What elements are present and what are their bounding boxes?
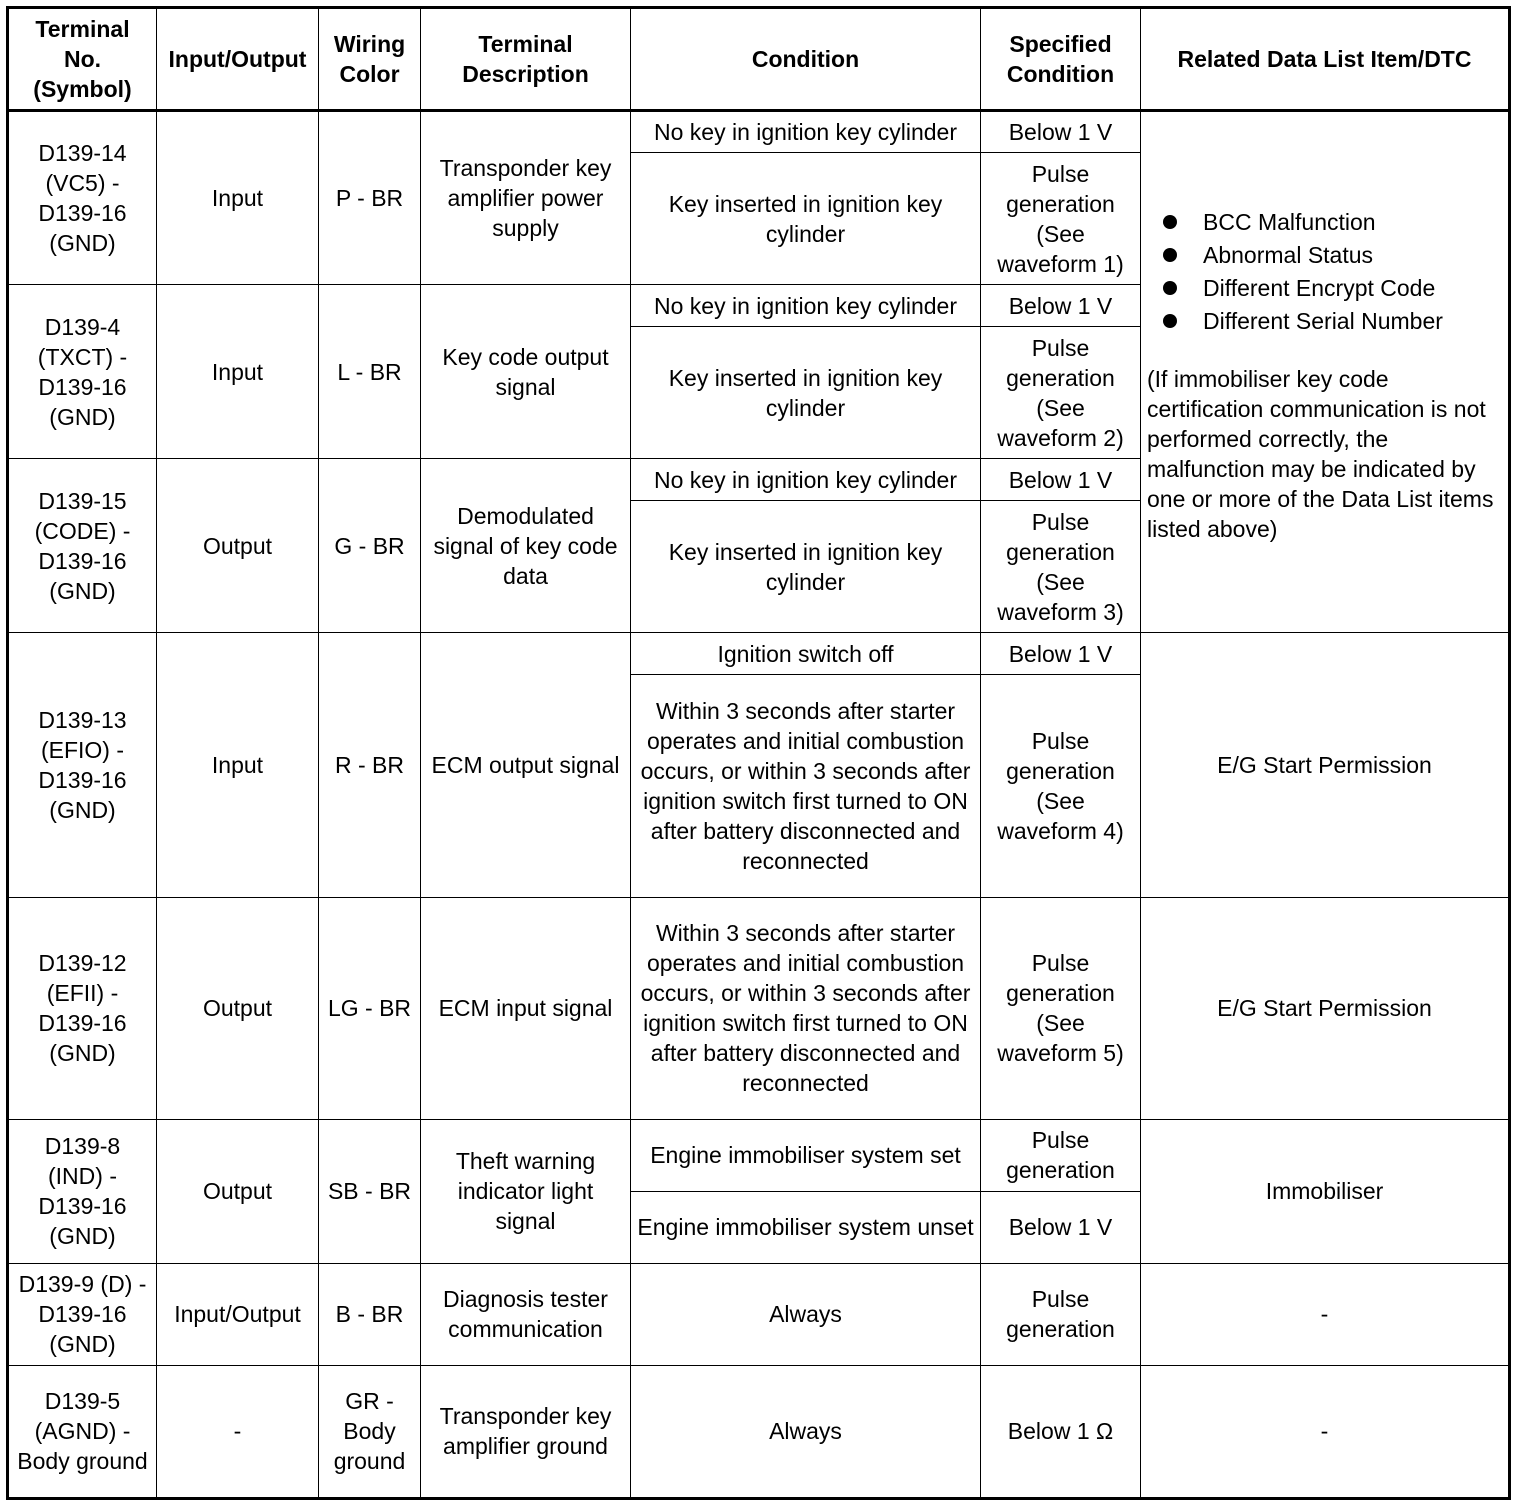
spec-cell: Pulse generation (See waveform 1): [981, 153, 1141, 285]
spec-cell: Pulse generation (See waveform 5): [981, 897, 1141, 1119]
spec-cell: Below 1 V: [981, 459, 1141, 501]
wiring-cell: GR - Body ground: [319, 1365, 421, 1498]
terminal-cell: D139-8 (IND) - D139-16 (GND): [8, 1119, 157, 1263]
header-specified-condition: Specified Condition: [981, 8, 1141, 111]
spec-cell: Pulse generation (See waveform 4): [981, 675, 1141, 897]
shared-related-cell: [1141, 111, 1510, 633]
list-item: BCC Malfunction: [1163, 206, 1502, 239]
description-cell: ECM output signal: [421, 633, 631, 897]
related-cell: E/G Start Permission: [1141, 633, 1510, 897]
condition-cell: No key in ignition key cylinder: [631, 459, 981, 501]
wiring-cell: P - BR: [319, 111, 421, 285]
related-cell: -: [1141, 1365, 1510, 1498]
wiring-cell: G - BR: [319, 459, 421, 633]
table-row: [8, 1119, 1510, 1191]
table-row: [8, 897, 1510, 1119]
table-row: [8, 1365, 1510, 1498]
terminal-cell: D139-12 (EFII) - D139-16 (GND): [8, 897, 157, 1119]
io-cell: Input/Output: [157, 1263, 319, 1365]
header-wiring-color: Wiring Color: [319, 8, 421, 111]
header-row: [8, 8, 1510, 111]
condition-cell: Key inserted in ignition key cylinder: [631, 327, 981, 459]
wiring-cell: R - BR: [319, 633, 421, 897]
description-cell: Theft warning indicator light signal: [421, 1119, 631, 1263]
io-cell: Input: [157, 111, 319, 285]
list-item: Abnormal Status: [1163, 239, 1502, 272]
spec-cell: Pulse generation: [981, 1263, 1141, 1365]
condition-cell: Always: [631, 1365, 981, 1498]
related-bullet-list: [1147, 206, 1502, 338]
list-item: Different Serial Number: [1163, 305, 1502, 338]
condition-cell: Ignition switch off: [631, 633, 981, 675]
io-cell: Output: [157, 897, 319, 1119]
terminal-cell: D139-13 (EFIO) - D139-16 (GND): [8, 633, 157, 897]
description-cell: Transponder key amplifier ground: [421, 1365, 631, 1498]
spec-cell: Below 1 V: [981, 1191, 1141, 1263]
condition-cell: No key in ignition key cylinder: [631, 285, 981, 327]
description-cell: Transponder key amplifier power supply: [421, 111, 631, 285]
wiring-cell: L - BR: [319, 285, 421, 459]
header-terminal-description: Terminal Description: [421, 8, 631, 111]
condition-cell: Within 3 seconds after starter operates and initial combustion occurs, or within 3 seconds after ignition switch first turned to ON after battery disconnected and reconnected: [631, 897, 981, 1119]
spec-cell: Below 1 V: [981, 285, 1141, 327]
io-cell: -: [157, 1365, 319, 1498]
io-cell: Output: [157, 459, 319, 633]
related-cell: E/G Start Permission: [1141, 897, 1510, 1119]
spec-cell: Pulse generation: [981, 1119, 1141, 1191]
condition-cell: Engine immobiliser system set: [631, 1119, 981, 1191]
table-row: [8, 111, 1510, 153]
condition-cell: Within 3 seconds after starter operates and initial combustion occurs, or within 3 seconds after ignition switch first turned to ON after battery disconnected and reconnected: [631, 675, 981, 897]
description-cell: Demodulated signal of key code data: [421, 459, 631, 633]
condition-cell: Key inserted in ignition key cylinder: [631, 501, 981, 633]
table-row: [8, 1263, 1510, 1365]
related-cell: Immobiliser: [1141, 1119, 1510, 1263]
spec-cell: Below 1 V: [981, 633, 1141, 675]
related-note: (If immobiliser key code certification communication is not performed correctly, the malfunction may be indicated by one or more of the Data List items listed above): [1147, 366, 1494, 543]
wiring-cell: B - BR: [319, 1263, 421, 1365]
description-cell: Diagnosis tester communication: [421, 1263, 631, 1365]
terminal-cell: D139-9 (D) - D139-16 (GND): [8, 1263, 157, 1365]
io-cell: Output: [157, 1119, 319, 1263]
spec-cell: Below 1 V: [981, 111, 1141, 153]
spec-cell: Pulse generation (See waveform 2): [981, 327, 1141, 459]
table-row: [8, 633, 1510, 675]
terminal-cell: D139-14 (VC5) - D139-16 (GND): [8, 111, 157, 285]
description-cell: ECM input signal: [421, 897, 631, 1119]
io-cell: Input: [157, 633, 319, 897]
condition-cell: Key inserted in ignition key cylinder: [631, 153, 981, 285]
header-related-data: Related Data List Item/DTC: [1141, 8, 1510, 111]
terminal-cell: D139-15 (CODE) - D139-16 (GND): [8, 459, 157, 633]
list-item: Different Encrypt Code: [1163, 272, 1502, 305]
condition-cell: Always: [631, 1263, 981, 1365]
io-cell: Input: [157, 285, 319, 459]
header-terminal: Terminal No. (Symbol): [8, 8, 157, 111]
description-cell: Key code output signal: [421, 285, 631, 459]
header-condition: Condition: [631, 8, 981, 111]
terminal-cell: D139-5 (AGND) - Body ground: [8, 1365, 157, 1498]
header-input-output: Input/Output: [157, 8, 319, 111]
spec-cell: Pulse generation (See waveform 3): [981, 501, 1141, 633]
terminal-table: [6, 6, 1511, 1500]
terminal-cell: D139-4 (TXCT) - D139-16 (GND): [8, 285, 157, 459]
wiring-cell: SB - BR: [319, 1119, 421, 1263]
condition-cell: Engine immobiliser system unset: [631, 1191, 981, 1263]
wiring-cell: LG - BR: [319, 897, 421, 1119]
condition-cell: No key in ignition key cylinder: [631, 111, 981, 153]
spec-cell: Below 1 Ω: [981, 1365, 1141, 1498]
related-cell: -: [1141, 1263, 1510, 1365]
